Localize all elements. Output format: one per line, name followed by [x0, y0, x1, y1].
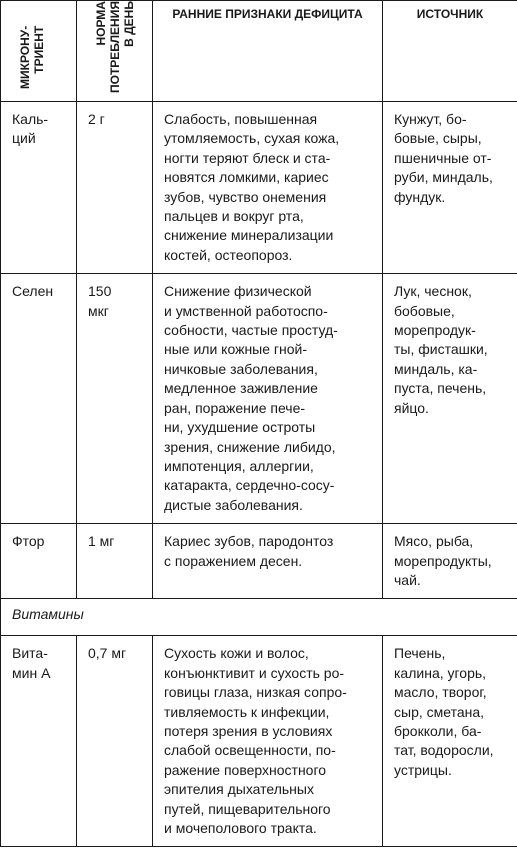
source-line: калина, угорь,: [394, 664, 487, 681]
signs-line: утомляемость, сухая кожа,: [164, 130, 340, 147]
norm-cell: [77, 524, 153, 599]
signs-line: и мочеполового тракта.: [164, 820, 317, 836]
micronutrient-line: Вита-: [12, 645, 48, 662]
signs-line: зубов, чувство онемения: [164, 188, 327, 205]
section-label: Витамины: [1, 599, 517, 636]
source-line: бовые, сыры,: [394, 130, 482, 147]
signs-line: говицы глаза, низкая сопро-: [164, 684, 347, 701]
source-cell: [383, 274, 517, 524]
source-line: ты, фисташки,: [394, 341, 488, 358]
source-line: морепродук-: [394, 322, 476, 339]
micronutrient-line: Фтор: [12, 533, 45, 550]
signs-line: новятся ломкими, кариес: [164, 169, 329, 186]
header-early-signs: [153, 1, 383, 102]
table-row: [1, 636, 517, 847]
source-line: пуста, печень,: [394, 380, 487, 397]
signs-line: слабой освещенности, по-: [164, 742, 336, 759]
signs-line: ные или кожные гной-: [164, 341, 308, 358]
norm-cell: [77, 636, 153, 847]
norm-line: мкг: [88, 302, 109, 319]
signs-line: собности, частые простуд-: [164, 322, 338, 339]
signs-line: Сухость кожи и волос,: [164, 645, 309, 662]
source-line: брокколи, ба-: [394, 722, 482, 739]
source-line: яйцо.: [394, 399, 429, 416]
header-daily-norm-line: НОРМА: [94, 1, 108, 46]
signs-line: ран, поражение пече-: [164, 399, 306, 416]
signs-line: с поражением десен.: [164, 552, 303, 569]
signs-line: ражение поверхностного: [164, 761, 327, 778]
norm-cell: [77, 102, 153, 274]
signs-line: Слабость, повышенная: [164, 111, 318, 127]
signs-line: ничковые заболевания,: [164, 360, 318, 377]
source-cell: [383, 102, 517, 274]
signs-line: тивляемость к инфекции,: [164, 703, 330, 720]
signs-line: путей, пищеварительного: [164, 800, 331, 817]
signs-line: дистые заболевания.: [164, 496, 303, 513]
source-line: миндаль, ка-: [394, 360, 478, 377]
source-line: морепродукты,: [394, 552, 492, 569]
source-line: бобовые,: [394, 302, 455, 319]
source-cell: [383, 524, 517, 599]
norm-cell: [77, 274, 153, 524]
signs-line: катаракта, сердечно-сосу-: [164, 477, 335, 494]
norm-line: 150: [88, 283, 112, 300]
signs-line: снижение минерализации: [164, 227, 334, 244]
signs-cell: [153, 274, 383, 524]
signs-line: Снижение физической: [164, 283, 312, 300]
source-line: руби, миндаль,: [394, 169, 493, 186]
signs-line: зрения, снижение либидо,: [164, 438, 336, 455]
header-row: [1, 1, 517, 102]
micronutrient-line: ций: [12, 130, 36, 147]
source-line: Лук, чеснок,: [394, 283, 472, 300]
source-line: Кунжут, бо-: [394, 111, 467, 127]
micronutrient-cell: [1, 636, 77, 847]
header-micronutrient-line: МИКРОНУ-: [18, 25, 32, 89]
signs-cell: [153, 636, 383, 847]
micronutrient-line: мин А: [12, 664, 51, 681]
header-source: [383, 1, 517, 102]
source-line: устрицы.: [394, 761, 452, 778]
signs-line: импотенция, аллергии,: [164, 457, 314, 474]
signs-line: и умственной работоспо-: [164, 302, 328, 319]
header-early-signs-label: РАННИЕ ПРИЗНАКИ ДЕФИЦИТА: [172, 7, 363, 21]
header-daily-norm-line: В ДЕНЬ: [122, 1, 136, 47]
norm-line: 0,7 мг: [88, 645, 127, 662]
norm-line: 2 г: [88, 111, 105, 127]
source-line: масло, творог,: [394, 684, 487, 701]
signs-line: медленное заживление: [164, 380, 318, 397]
micronutrient-cell: [1, 274, 77, 524]
micronutrient-line: Селен: [12, 283, 54, 300]
source-cell: [383, 636, 517, 847]
header-daily-norm-line: ПОТРЕБЛЕНИЯ: [108, 1, 122, 93]
signs-line: ногти теряют блеск и ста-: [164, 149, 331, 166]
source-line: фундук.: [394, 188, 446, 205]
signs-line: пальцев и вокруг рта,: [164, 208, 304, 225]
source-line: сыр, сметана,: [394, 703, 485, 720]
table-row: [1, 102, 517, 274]
signs-line: эпителия дыхательных: [164, 781, 314, 798]
signs-line: ни, ухудшение остроты: [164, 419, 316, 436]
micronutrient-cell: [1, 102, 77, 274]
micronutrient-cell: [1, 524, 77, 599]
norm-line: 1 мг: [88, 533, 115, 550]
header-source-label: ИСТОЧНИК: [416, 7, 484, 21]
header-micronutrient-line: ТРИЕНТ: [32, 25, 46, 74]
header-daily-norm: [77, 1, 153, 102]
table-row: [1, 274, 517, 524]
source-line: чай.: [394, 571, 421, 588]
source-line: тат, водоросли,: [394, 742, 494, 759]
signs-line: потеря зрения в условиях: [164, 722, 333, 739]
signs-line: Кариес зубов, пародонтоз: [164, 533, 334, 550]
section-row: [1, 599, 517, 636]
table-row: [1, 524, 517, 599]
source-line: Печень,: [394, 645, 446, 662]
signs-line: конъюнктивит и сухость ро-: [164, 664, 345, 681]
source-line: пшеничные от-: [394, 149, 492, 166]
signs-cell: [153, 102, 383, 274]
header-micronutrient: [1, 1, 77, 102]
signs-line: костей, остеопороз.: [164, 246, 293, 263]
micronutrient-line: Каль-: [12, 111, 49, 127]
source-line: Мясо, рыба,: [394, 533, 474, 550]
signs-cell: [153, 524, 383, 599]
